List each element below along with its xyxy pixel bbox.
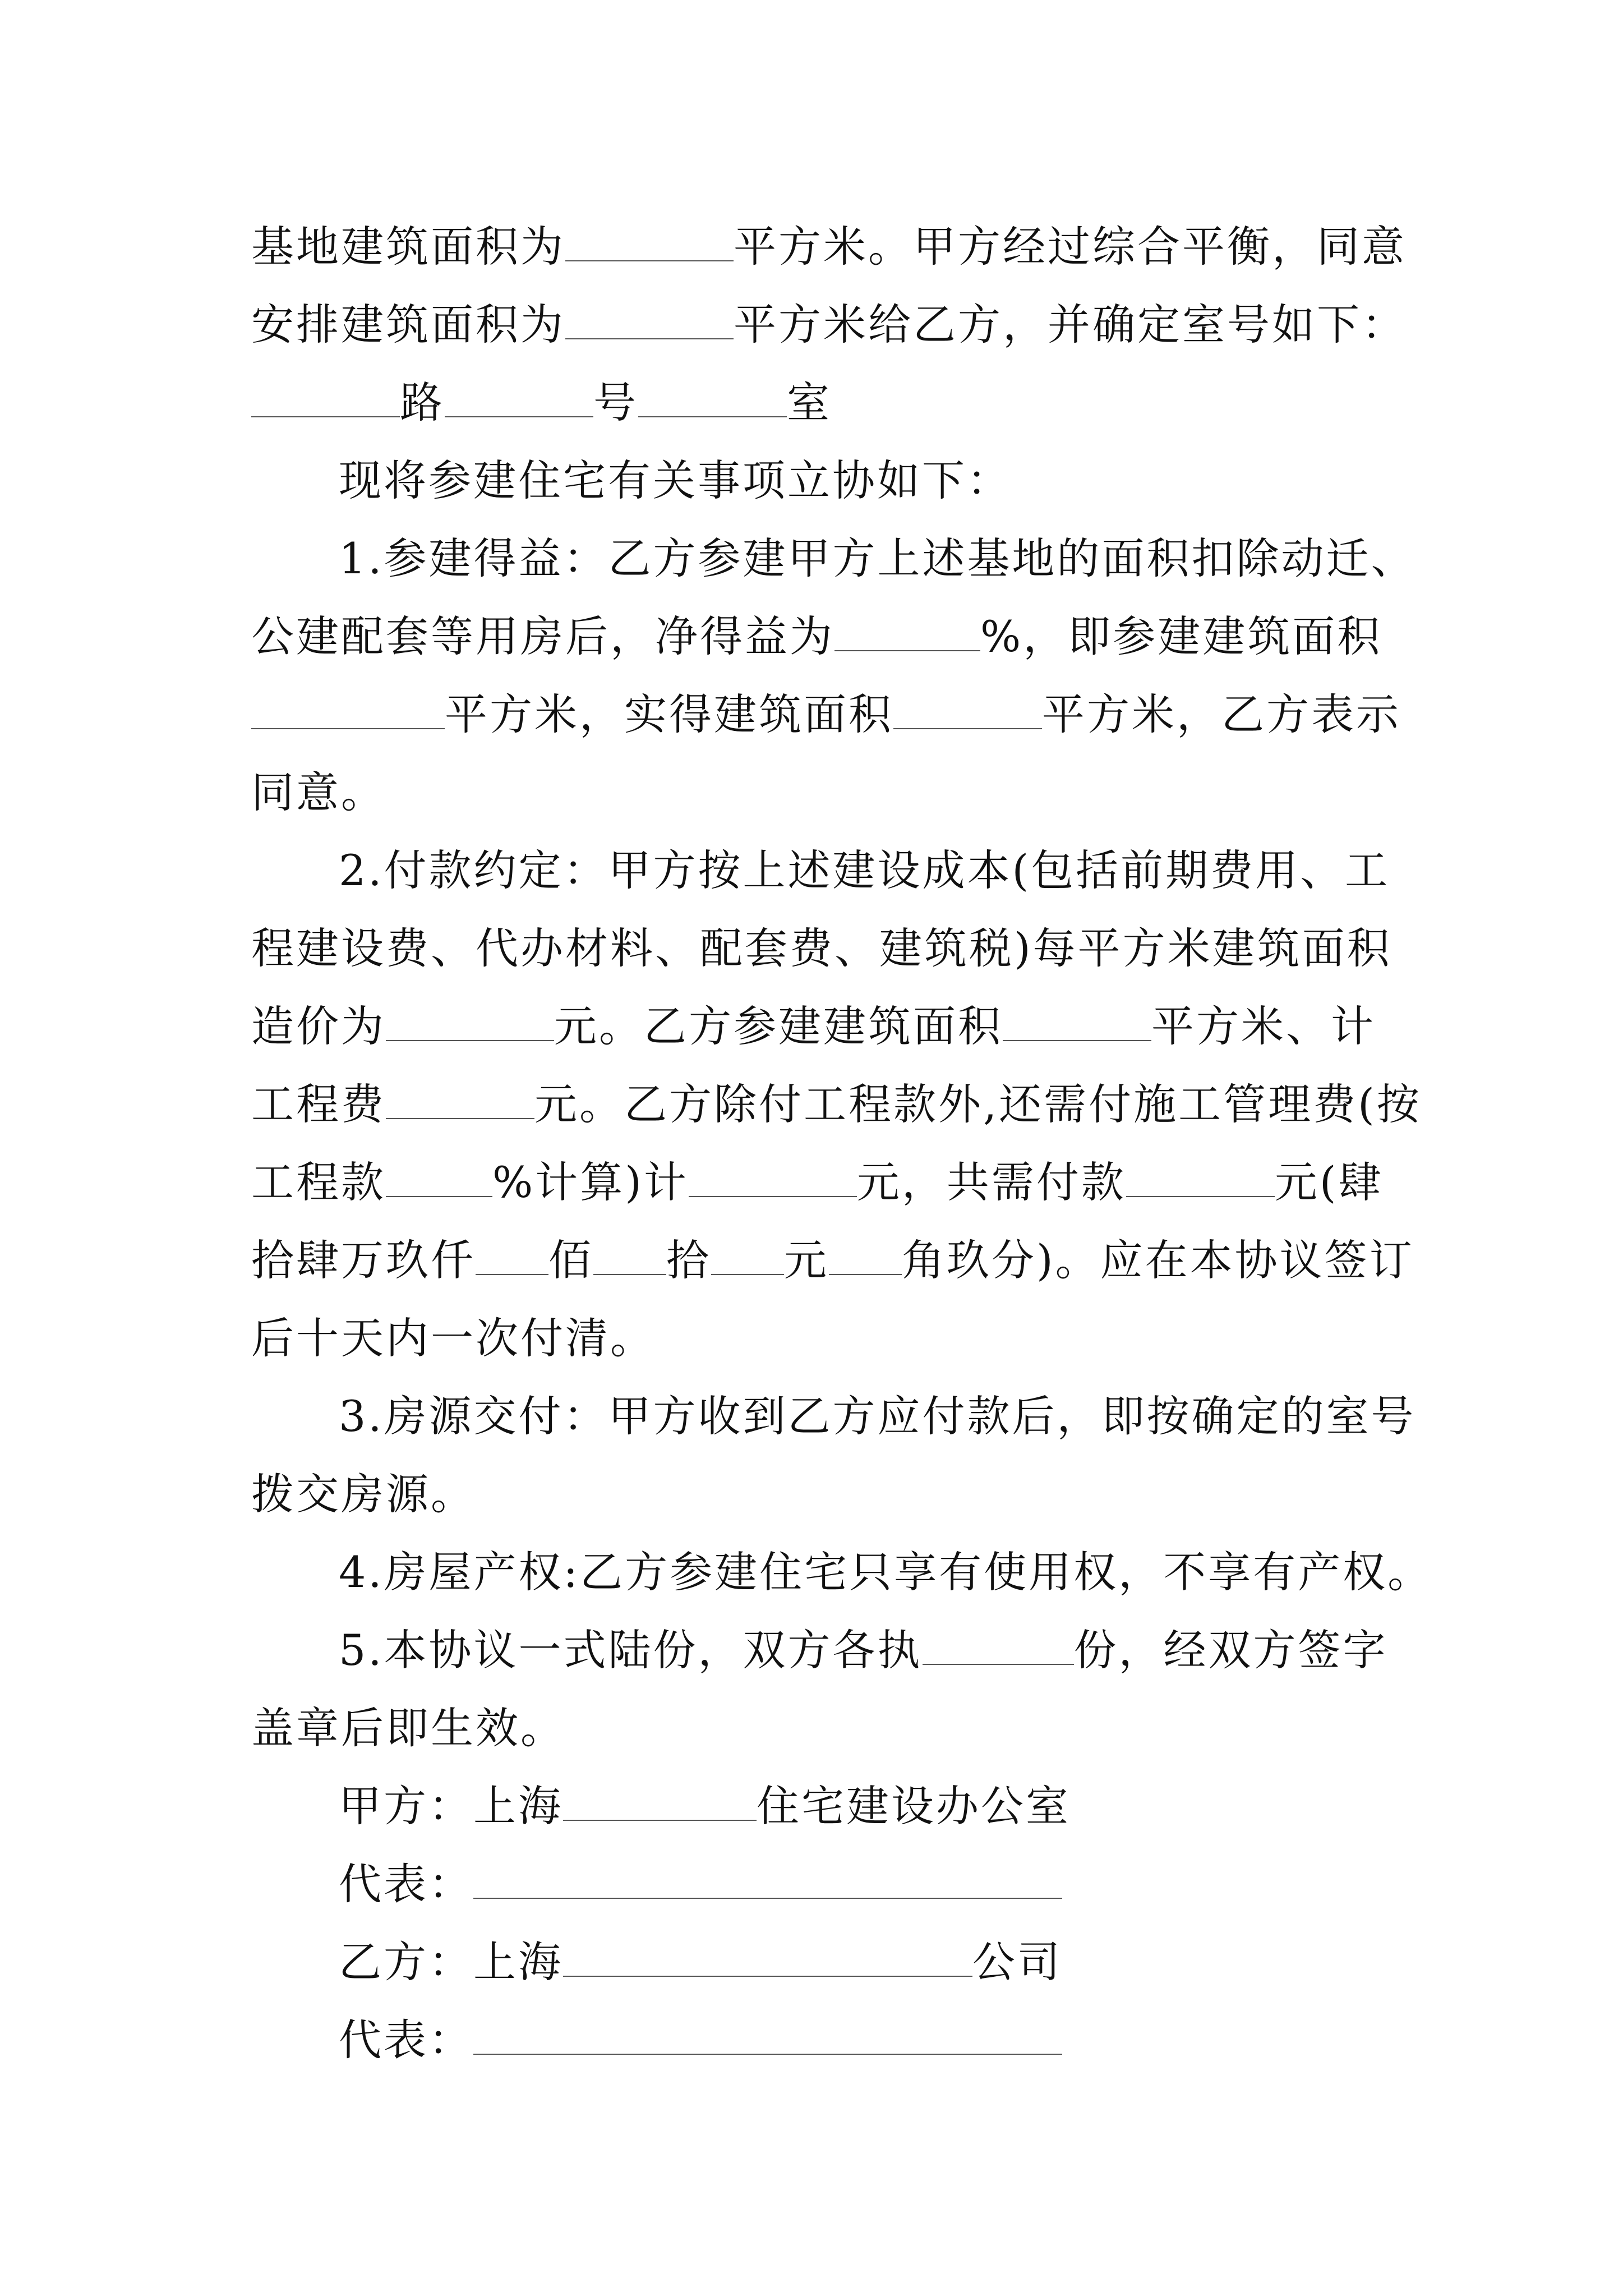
party-b-representative-field[interactable] <box>473 2019 1062 2055</box>
blank-field[interactable] <box>689 1161 857 1197</box>
party-a-line: 甲方：上海 住宅建设办公室 <box>339 1781 1071 1831</box>
paragraph-line: 基地建筑面积为 平方米。甲方经过综合平衡，同意 <box>251 222 1407 272</box>
paragraph-line: 平方米，实得建筑面积 平方米，乙方表示 <box>251 675 1390 753</box>
blank-field[interactable] <box>711 1239 784 1275</box>
paragraph-line: 路 号 室 <box>251 364 1390 441</box>
paragraph-line: 公建配套等用房后，净得益为 %，即参建建筑面积 <box>251 611 1382 661</box>
blank-field[interactable] <box>893 693 1042 729</box>
party-a-representative-line: 代表： <box>251 1845 1390 1923</box>
blank-field[interactable] <box>565 303 734 339</box>
party-a-representative-field[interactable] <box>473 1863 1062 1899</box>
blank-field[interactable] <box>445 381 593 417</box>
blank-field[interactable] <box>386 1005 554 1041</box>
paragraph-line: 后十天内一次付清。 <box>251 1313 655 1363</box>
paragraph-line: 拾肆万玖仟 佰 拾 元 角玖分)。应在本协议签订 <box>251 1235 1414 1285</box>
paragraph-line: 拨交房源。 <box>251 1469 476 1519</box>
blank-field[interactable] <box>593 1239 666 1275</box>
blank-field[interactable] <box>638 381 787 417</box>
paragraph-line: 安排建筑面积为 平方米给乙方，并确定室号如下： <box>251 300 1407 349</box>
blank-field[interactable] <box>251 381 400 417</box>
blank-field[interactable] <box>1003 1005 1151 1041</box>
blank-field[interactable] <box>476 1239 548 1275</box>
party-b-representative-line: 代表： <box>251 2001 1390 2079</box>
blank-field[interactable] <box>834 615 980 651</box>
document-page <box>251 208 1433 2079</box>
blank-field[interactable] <box>923 1629 1074 1665</box>
paragraph-line: 2.付款约定：甲方按上述建设成本(包括前期费用、工 <box>339 845 1390 895</box>
paragraph-line: 程建设费、代办材料、配套费、建筑税)每平方米建筑面积 <box>251 923 1392 973</box>
blank-field[interactable] <box>829 1239 902 1275</box>
party-a-name-field[interactable] <box>563 1785 757 1821</box>
paragraph-line: 5.本协议一式陆份，双方各执 份，经双方签字 <box>339 1625 1388 1675</box>
blank-field[interactable] <box>386 1161 492 1197</box>
party-b-name-field[interactable] <box>563 1941 972 1977</box>
paragraph-line: 同意。 <box>251 767 386 817</box>
blank-field[interactable] <box>1126 1161 1275 1197</box>
blank-field[interactable] <box>386 1083 534 1119</box>
party-b-line: 乙方：上海 公司 <box>339 1937 1062 1987</box>
blank-field[interactable] <box>251 693 445 729</box>
paragraph-line: 1.参建得益：乙方参建甲方上述基地的面积扣除动迁、 <box>339 533 1416 583</box>
paragraph-line: 4.房屋产权:乙方参建住宅只享有使用权，不享有产权。 <box>339 1547 1433 1597</box>
paragraph-line: 工程款 %计算)计 元，共需付款 元(肆 <box>251 1157 1384 1207</box>
paragraph-line: 3.房源交付：甲方收到乙方应付款后，即按确定的室号 <box>339 1391 1416 1441</box>
paragraph-line: 造价为 元。乙方参建建筑面积 平方米、计 <box>251 1001 1376 1051</box>
paragraph-line: 工程费 元。乙方除付工程款外,还需付施工管理费(按 <box>251 1079 1422 1129</box>
blank-field[interactable] <box>565 226 734 261</box>
paragraph-line: 现将参建住宅有关事项立协如下： <box>339 455 1012 505</box>
paragraph-line: 盖章后即生效。 <box>251 1703 565 1753</box>
